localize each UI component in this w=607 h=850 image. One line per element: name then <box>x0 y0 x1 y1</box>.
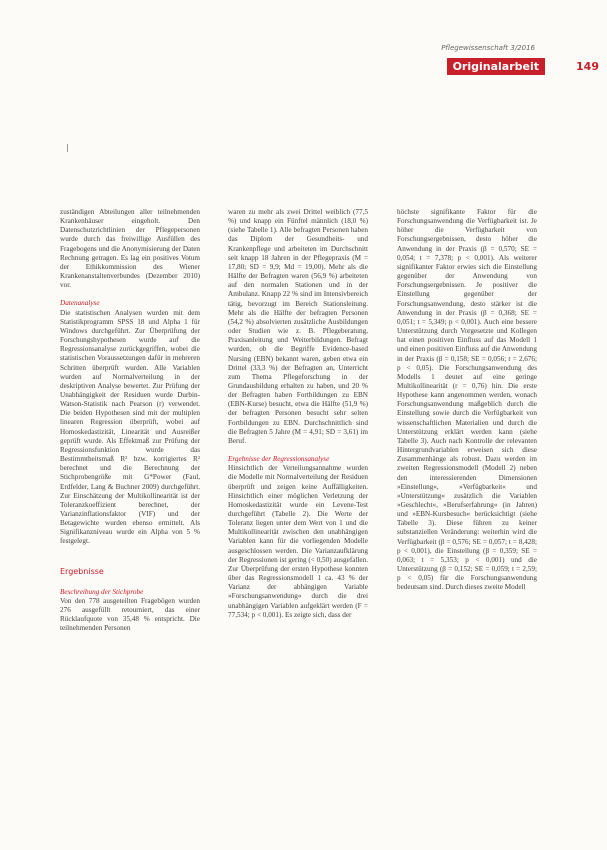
subsection-heading: Datenanalyse <box>60 299 100 308</box>
text-column-2 <box>228 208 368 620</box>
section-heading: Ergebnisse <box>60 566 104 576</box>
section-rubric: Originalarbeit <box>447 58 545 75</box>
body-paragraph: Von den 778 ausgeteilten Fragebögen wurden 276 ausgefüllt retourniert, das einer Rücklaufquote von 35,48 % entspricht. Die teilnehmenden Personen <box>60 596 200 633</box>
page-number: 149 <box>576 60 599 73</box>
body-paragraph: höchste signifikante Faktor für die Forschungsanwendung die Verfügbarkeit ist. Je höher die Verfügbarkeit von Forschungsergebnissen, desto höher die Anwendung in der Praxis (β = 0,570; SE = 0,054; t = 7,378; p < 0,001). Als weiterer signifikanter Faktor erwies sich die Einstellung gegenüber der Anwendung von Forschungsergebnissen. Je positiver die Einstellung gegenüber der Forschungsanwendung, desto stärker ist die Anwendung in der Praxis (β = 0,368; SE = 0,051; t = 5,349; p < 0,001). Auch eine bessere Unterstützung durch Vorgesetzte und Kollegen hat einen positiven Einfluss auf das Modell 1 und einen positiven Einfluss auf die Anwendung in der Praxis (β = 0,158; SE = 0,056; t = 2,676; p < 0,05). Die Forschungsanwendung des Modells 1 deutet auf eine geringe Multikollinearität (r = 0,76) hin. Die erste Hypothese kann angenommen werden, wonach Forschungsanwendung maßgeblich durch die Einstellung sowie durch die Verfügbarkeit von wissenschaftlichen Materialien und durch die Unterstützung erklärt werden kann (siehe Tabelle 3). Auch nach Kontrolle der relevanten Hintergrundvariablen erweisen sich diese Zusammenhänge als robust. Dazu werden im zweiten Regressionsmodell (Modell 2) neben den interessierenden Dimensionen »Einstellung«, »Verfügbarkeit« und »Unterstützung« zusätzlich die Variablen »Geschlecht«, »Berufserfahrung« (in Jahren) und »EBN-Kursbesuch« berücksichtigt (siehe Tabelle 3). Diese führen zu keiner substanziellen Veränderung: weiterhin wird die Verfügbarkeit (β = 0,576; SE = 0,057; t = 8,428; p < 0,001), die Einstellung (β = 0,359; SE = 0,063; t = 5,353; p < 0,001) und die Unterstützung (β = 0,152; SE = 0,059; t = 2,59; p < 0,05) für die Forschungsanwendung bedeutsam sind. Durch dieses zweite Modell <box>397 208 537 592</box>
subsection-heading: Ergebnisse der Regressionsanalyse <box>228 455 330 464</box>
margin-mark <box>67 144 68 152</box>
text-column-1 <box>60 208 200 634</box>
page-header <box>349 44 599 84</box>
body-paragraph: Die statistischen Analysen wurden mit dem Statistikprogramm SPSS 18 und Alpha 1 für Windows durchgeführt. Zur Überprüfung der Forschungshypothesen wurde auf die Regressionsanalyse zurückgegriffen, wobei die statistischen Voraussetzungen dafür in mehreren Schritten überprüft wurden. Alle Variablen wurden auf Normalverteilung in der deskriptiven Analyse bewertet. Zur Prüfung der Unabhängigkeit der Residuen wurde Durbin-Watson-Statistik nach Pearson (r) verwendet. Die beiden Hypothesen sind mit der multiplen linearen Regression überprüft, wobei auf Homoskedastizität, Linearität und Ausreißer geprüft wurde. Als Effektmaß zur Prüfung der Regressionsfunktion wurde das Bestimmtheitsmaß R² bzw. korrigiertes R² berechnet und die Berechnung der Stichprobengröße mit G*Power (Faul, Erdfelder, Lang & Buchner 2009) durchgeführt. Zur Einschätzung der Multikollinearität ist der Toleranzkoeffizient berechnet, der Varianzinflationsfaktor (VIF) und der Betagewichte wurden ebenso ermittelt. Als Signifikanzniveau wurde ein Alpha von 5 % festgelegt. <box>60 308 200 546</box>
journal-name: Pflegewissenschaft 3/2016 <box>441 44 535 52</box>
body-paragraph: waren zu mehr als zwei Drittel weiblich (77,5 %) und knapp ein Fünftel männlich (18,0 %) (siehe Tabelle 1). Alle befragten Personen haben das Diplom der Gesundheits- und Krankenpflege und arbeiteten im Durchschnitt seit knapp 18 Jahren in der Pflegepraxis (M = 17,80; SD = 9,9; Md = 19,00). Mehr als die Hälfte der Befragten waren (56,9 %) arbeiteten auf den normalen Stationen und in der Ambulanz. Knapp 22 % sind im Intensivbereich tätig, bevorzugt im Bereich Stationsleitung. Mehr als die Hälfte der befragten Personen (54,2 %) absolvierten zusätzliche Ausbildungen oder Studien wie z. B. Pflegeberatung, Praxisanleitung und Weiterbildungen. Befragt wurden, ob die Begriffe Evidence-based Nursing (EBN) bekannt waren, geben etwa ein Drittel (33,3 %) der Befragten an, Unterricht zum Thema Pflegeforschung in der Grundausbildung erhalten zu haben, und 20 % der Befragten haben Fortbildungen zu EBN (EBN-Kurse) besucht, etwa die Hälfte (51,9 %) der befragten Personen besucht sehr selten Fortbildungen zu EBN. Durchschnittlich sind die Befragten 5 Jahre (M = 4,91; SD = 3,61) im Beruf. <box>228 208 368 445</box>
body-paragraph: Hinsichtlich der Verteilungsannahme wurden die Modelle mit Normalverteilung der Residuen überprüft und zeigen keine Auffälligkeiten. Hinsichtlich einer möglichen Verletzung der Homoskedastizität wurde ein Levene-Test durchgeführt (Tabelle 2). Die Werte der Toleranz liegen unter dem Wert von 1 und die Multikollinearität zwischen den unabhängigen Variablen kann für die vorliegenden Modelle ausgeschlossen werden. Die Varianzaufklärung der Regressionen ist gering (< 0,50) ausgefallen. Zur Überprüfung der ersten Hypothese konnten über das Regressionsmodell 1 ca. 43 % der Varianz der abhängigen Variable »Forschungsanwendung« durch die drei unabhängigen Variablen aufgeklärt werden (F = 77,534; p < 0,001). Es zeigte sich, dass der <box>228 464 368 619</box>
body-paragraph: zuständigen Abteilungen aller teilnehmenden Krankenhäuser eingeholt. Den Datenschutzrichtlinien der Pflegepersonen wurde durch das freiwillige Ausfüllen des Fragebogens und die Anonymisierung der Daten Rechnung getragen. Es lag ein positives Votum der Ethikkommission des Wiener Krankenanstaltenverbundes (Dezember 2010) vor. <box>60 208 200 290</box>
text-column-3 <box>397 208 537 593</box>
subsection-heading: Beschreibung der Stichprobe <box>60 587 144 596</box>
